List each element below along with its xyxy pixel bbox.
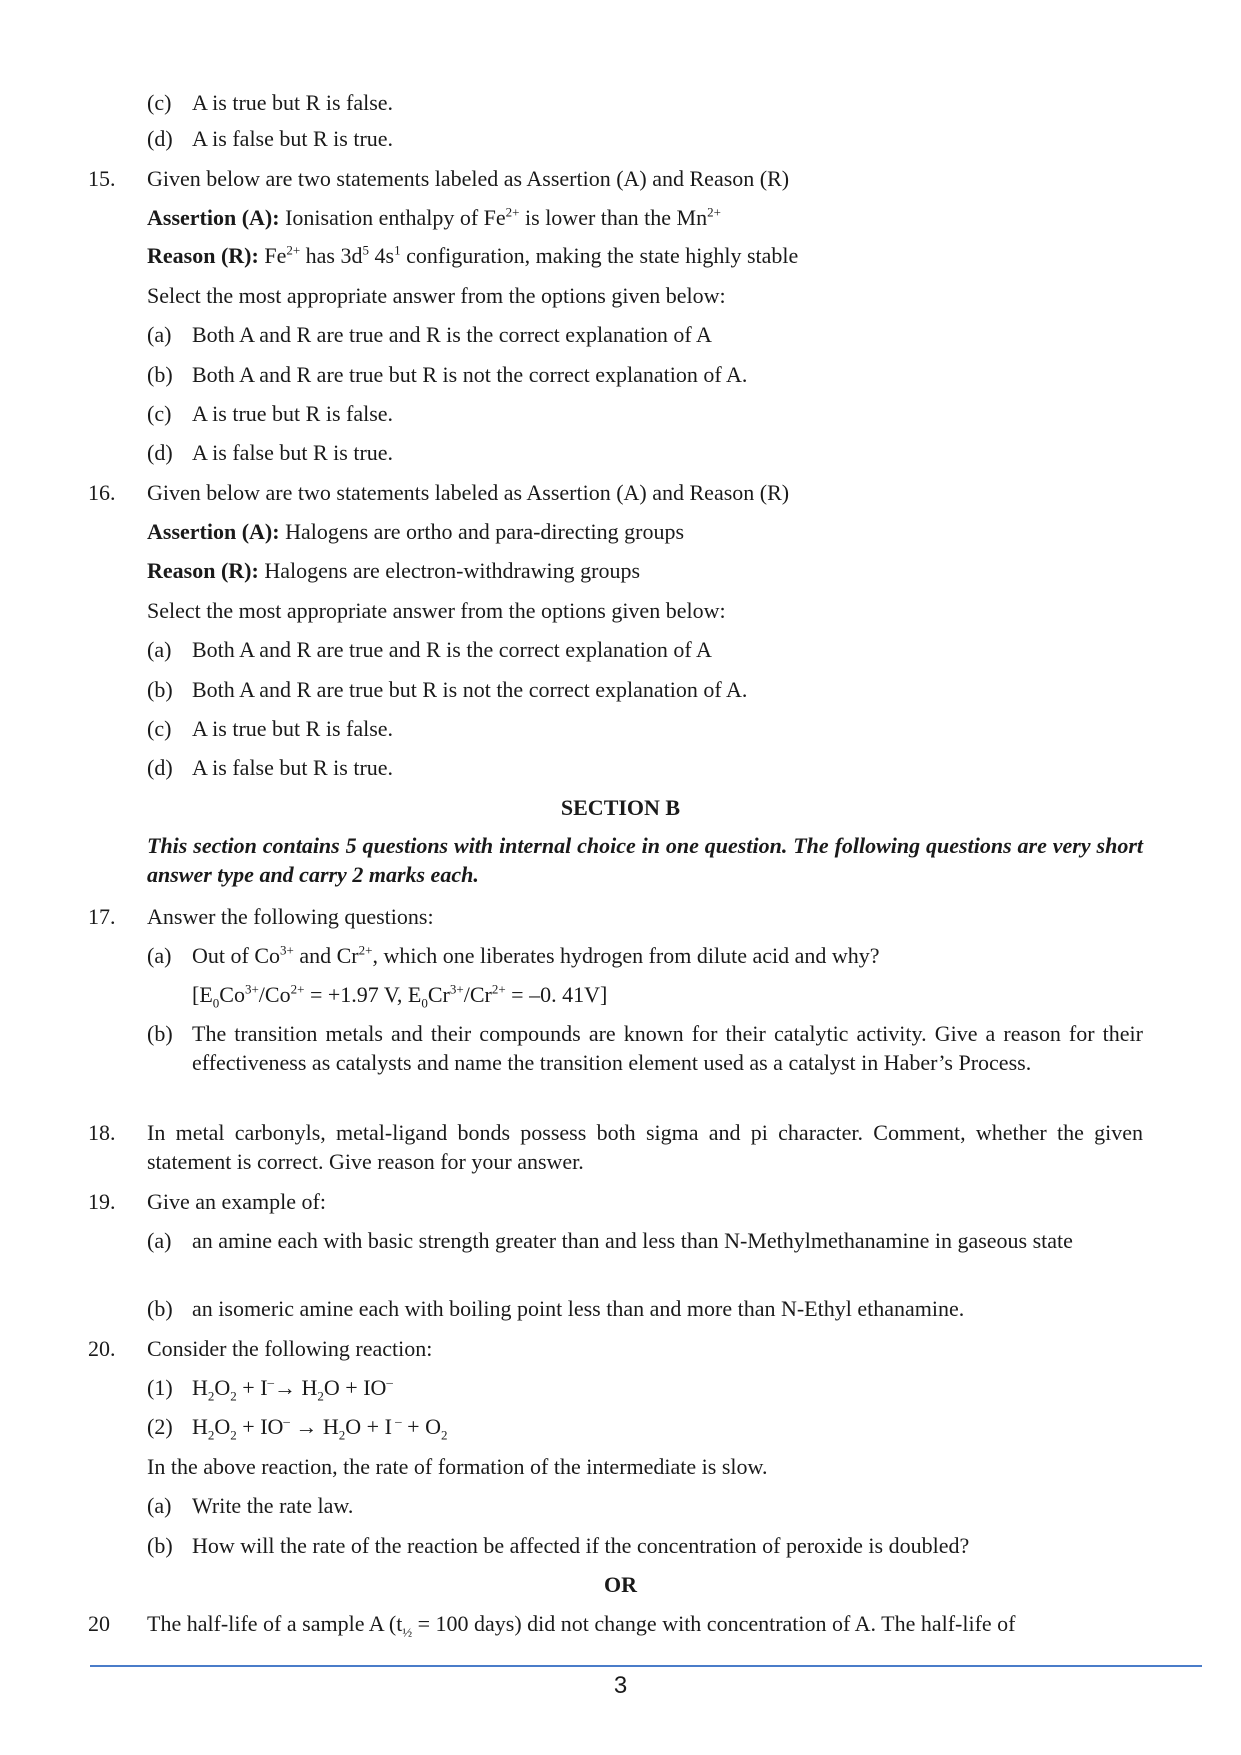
reaction-label: (1) (147, 1375, 173, 1400)
text: O + IO (323, 1375, 387, 1400)
text: Cr (427, 982, 450, 1007)
q19-part-a: an amine each with basic strength greater than and less than N-Methylmethanamine in gaseous state (192, 1228, 1073, 1253)
section-title: SECTION B (560, 795, 681, 820)
reason-label: Reason (R): (147, 243, 259, 268)
superscript: 2+ (286, 242, 301, 258)
question-number: 19. (88, 1189, 116, 1214)
subscript: 2 (338, 1427, 346, 1443)
option-label: (a) (147, 943, 172, 968)
option-label: (b) (147, 1296, 173, 1321)
footer-rule (90, 1665, 1202, 1667)
question-number: 20 (88, 1611, 110, 1636)
q19-part-b: an isomeric amine each with boiling point less than and more than N-Ethyl ethanamine. (192, 1296, 965, 1321)
question-number: 16. (88, 480, 116, 505)
superscript: 2+ (290, 981, 305, 997)
text: /Co (258, 982, 291, 1007)
option-label: (d) (147, 755, 173, 780)
reason-text: Halogens are electron-withdrawing groups (258, 558, 641, 583)
text: + IO (236, 1414, 284, 1439)
question-number: 15. (88, 166, 116, 191)
q16-select: Select the most appropriate answer from the options given below: (147, 598, 726, 623)
q15-option-d: A is false but R is true. (192, 440, 394, 465)
reaction-label: (2) (147, 1414, 173, 1439)
option-label: (a) (147, 637, 172, 662)
subscript: 0 (212, 995, 220, 1011)
reason-text: has 3d (300, 243, 363, 268)
option-label: (a) (147, 322, 172, 347)
text: H (192, 1375, 208, 1400)
q18-text: In metal carbonyls, metal-ligand bonds possess both sigma and pi character. Comment, whether the given statement is correct. Give reason for your answer. (147, 1120, 1143, 1174)
q20-stem: Consider the following reaction: (147, 1336, 433, 1361)
q17-part-b: The transition metals and their compounds are known for their catalytic activity. Give a reason for their effectiveness as catalysts and name the transition element used as a catalyst in Haber’s Process. (192, 1021, 1143, 1075)
q15-stem: Given below are two statements labeled as Assertion (A) and Reason (R) (147, 166, 790, 191)
text: → H (289, 1414, 339, 1439)
superscript: – (267, 1374, 275, 1390)
question-number: 20. (88, 1336, 116, 1361)
assertion-text: is lower than the Mn (519, 205, 708, 230)
subscript: 2 (230, 1388, 237, 1404)
q16-assertion (147, 517, 684, 546)
q15-option-c: A is true but R is false. (192, 401, 394, 426)
option-label: (b) (147, 677, 173, 702)
text: + O (401, 1414, 441, 1439)
superscript: 2+ (505, 204, 520, 220)
superscript: – (391, 1413, 402, 1429)
q16-option-b: Both A and R are true but R is not the correct explanation of A. (192, 677, 748, 702)
reaction-1 (192, 1373, 393, 1402)
q17-part-a (192, 941, 880, 970)
reaction-2 (192, 1412, 447, 1441)
q14-option-d: A is false but R is true. (192, 126, 394, 151)
q15-option-b: Both A and R are true but R is not the correct explanation of A. (192, 362, 748, 387)
text: O (214, 1375, 231, 1400)
page-number: 3 (613, 1672, 628, 1699)
q16-option-d: A is false but R is true. (192, 755, 394, 780)
subscript: 0 (421, 995, 428, 1011)
text: + I (236, 1375, 268, 1400)
option-label: (d) (147, 440, 173, 465)
reason-text: configuration, making the state highly stable (400, 243, 799, 268)
superscript: 3+ (280, 942, 294, 958)
q17-stem: Answer the following questions: (147, 904, 434, 929)
text: and Cr (293, 943, 359, 968)
q16-option-c: A is true but R is false. (192, 716, 394, 741)
superscript: 1 (394, 242, 401, 258)
option-label: (c) (147, 716, 172, 741)
text: = –0. 41V] (505, 982, 608, 1007)
option-label: (b) (147, 362, 173, 387)
section-instructions: This section contains 5 questions with internal choice in one question. The following questions are very short answer type and carry 2 marks each. (147, 833, 1143, 887)
option-label: (d) (147, 126, 173, 151)
reason-text: 4s (369, 243, 395, 268)
superscript: 5 (362, 242, 369, 258)
q14-option-c: A is true but R is false. (192, 90, 394, 115)
reason-text: Fe (258, 243, 287, 268)
q20-alt-text (147, 1609, 1016, 1638)
option-label: (b) (147, 1021, 173, 1046)
text: O (214, 1414, 231, 1439)
q20-part-b: How will the rate of the reaction be affected if the concentration of peroxide is doubled? (192, 1533, 970, 1558)
text: , which one liberates hydrogen from dilute acid and why? (372, 943, 880, 968)
text: = +1.97 V, E (304, 982, 422, 1007)
subscript: 2 (230, 1427, 237, 1443)
text: /Cr (463, 982, 492, 1007)
subscript: ½ (402, 1624, 413, 1640)
assertion-text: Halogens are ortho and para-directing groups (279, 519, 685, 544)
text: → H (274, 1375, 318, 1400)
assertion-label: Assertion (A): (147, 519, 280, 544)
superscript: 2+ (358, 942, 373, 958)
text: = 100 days) did not change with concentration of A. The half-life of (412, 1611, 1016, 1636)
reason-label: Reason (R): (147, 558, 259, 583)
q15-option-a: Both A and R are true and R is the correct explanation of A (192, 322, 712, 347)
assertion-label: Assertion (A): (147, 205, 280, 230)
text: H (192, 1414, 208, 1439)
option-label: (b) (147, 1533, 173, 1558)
q16-reason (147, 556, 640, 585)
superscript: 3+ (449, 981, 464, 997)
q17-electrode-potentials (192, 980, 607, 1009)
subscript: 2 (207, 1427, 215, 1443)
q15-select: Select the most appropriate answer from the options given below: (147, 283, 726, 308)
question-number: 18. (88, 1120, 116, 1145)
option-label: (a) (147, 1228, 172, 1253)
q16-stem: Given below are two statements labeled as Assertion (A) and Reason (R) (147, 480, 790, 505)
or-divider: OR (604, 1572, 637, 1597)
text: [E (192, 982, 213, 1007)
question-number: 17. (88, 904, 116, 929)
superscript: – (283, 1413, 290, 1429)
option-label: (a) (147, 1493, 172, 1518)
text: The half-life of a sample A (t (147, 1611, 403, 1636)
q15-reason (147, 241, 798, 270)
option-label: (c) (147, 90, 172, 115)
q19-stem: Give an example of: (147, 1189, 326, 1214)
superscript: 3+ (244, 981, 259, 997)
superscript: – (386, 1374, 393, 1390)
text: Co (219, 982, 245, 1007)
q16-option-a: Both A and R are true and R is the correct explanation of A (192, 637, 712, 662)
subscript: 2 (440, 1427, 448, 1443)
assertion-text: Ionisation enthalpy of Fe (279, 205, 506, 230)
q20-part-a: Write the rate law. (192, 1493, 354, 1518)
subscript: 2 (207, 1388, 215, 1404)
superscript: 2+ (491, 981, 506, 997)
superscript: 2+ (707, 204, 721, 220)
text: O + I (345, 1414, 392, 1439)
q15-assertion (147, 203, 721, 232)
text: Out of Co (192, 943, 280, 968)
q20-note: In the above reaction, the rate of formation of the intermediate is slow. (147, 1454, 768, 1479)
subscript: 2 (317, 1388, 324, 1404)
option-label: (c) (147, 401, 172, 426)
